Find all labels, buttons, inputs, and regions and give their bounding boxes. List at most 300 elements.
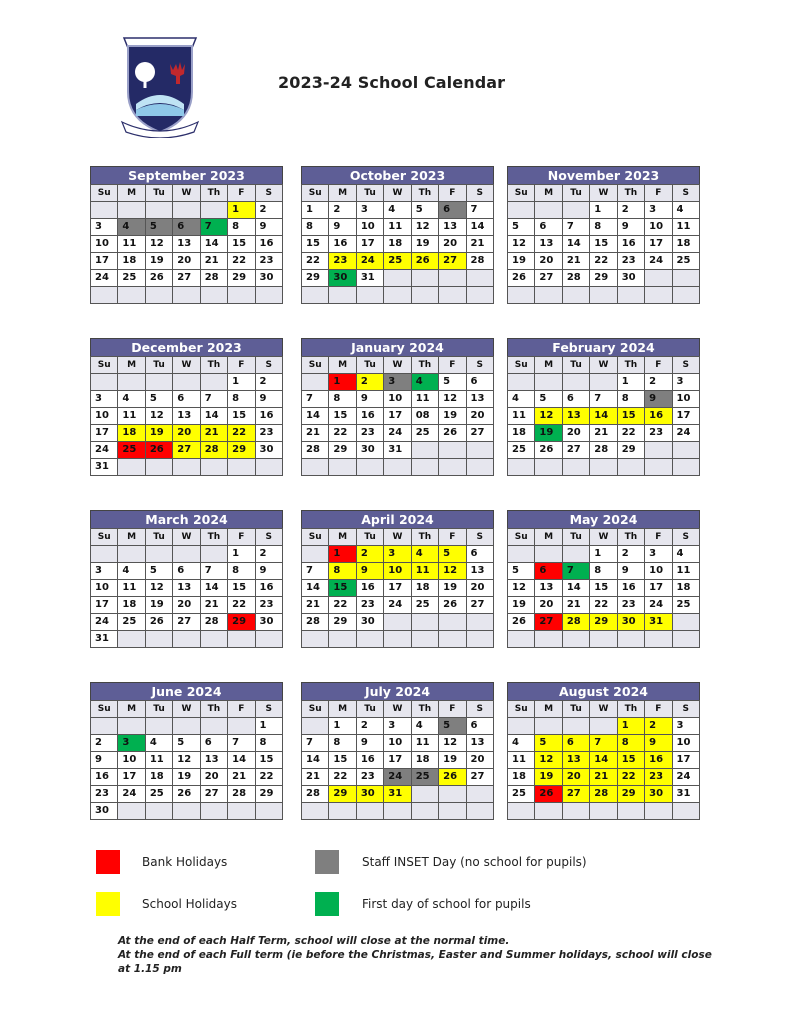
day-cell: 8 (228, 391, 255, 408)
empty-day-cell (173, 546, 200, 563)
weekday-label: Th (411, 701, 438, 718)
month-days-table (90, 356, 283, 476)
empty-day-cell (200, 202, 227, 219)
weekday-label: S (466, 529, 493, 546)
day-cell: 20 (562, 425, 589, 442)
day-cell: 9 (645, 735, 672, 752)
empty-day-cell (228, 287, 255, 304)
empty-day-cell (562, 546, 589, 563)
day-cell: 29 (228, 270, 255, 287)
day-cell: 12 (145, 408, 172, 425)
day-cell: 13 (439, 219, 466, 236)
month-calendar (90, 166, 283, 304)
day-cell: 7 (302, 563, 329, 580)
day-cell: 26 (173, 786, 200, 803)
day-cell: 23 (255, 425, 282, 442)
day-cell: 8 (590, 219, 617, 236)
week-row (91, 442, 283, 459)
month-calendar (507, 166, 700, 304)
day-cell: 10 (118, 752, 145, 769)
day-cell: 31 (91, 631, 118, 648)
day-cell: 10 (91, 580, 118, 597)
month-days-table (301, 700, 494, 820)
weekday-label: Tu (562, 357, 589, 374)
legend-swatch-inset-day (315, 850, 339, 874)
weekday-label: Th (411, 185, 438, 202)
weekday-label: F (439, 701, 466, 718)
day-cell: 26 (145, 442, 172, 459)
month-days-table (90, 700, 283, 820)
empty-day-cell (145, 287, 172, 304)
day-cell: 20 (466, 408, 493, 425)
day-cell: 1 (329, 374, 356, 391)
day-cell: 24 (645, 253, 672, 270)
day-cell: 13 (466, 563, 493, 580)
empty-day-cell (173, 287, 200, 304)
day-cell: 1 (617, 718, 644, 735)
day-cell: 6 (466, 718, 493, 735)
week-row (302, 718, 494, 735)
week-row (91, 546, 283, 563)
day-cell: 29 (617, 786, 644, 803)
week-row (508, 374, 700, 391)
day-cell: 31 (91, 459, 118, 476)
day-cell: 5 (508, 219, 535, 236)
day-cell: 24 (672, 769, 699, 786)
empty-day-cell (255, 287, 282, 304)
legend-swatch-bank-holidays (96, 850, 120, 874)
footer-note-half-term: At the end of each Half Term, school will close at the normal time. (118, 935, 510, 947)
empty-day-cell (672, 442, 699, 459)
day-cell: 7 (200, 219, 227, 236)
day-cell: 26 (145, 270, 172, 287)
empty-day-cell (562, 803, 589, 820)
day-cell: 15 (228, 236, 255, 253)
day-cell: 5 (145, 563, 172, 580)
week-row (508, 580, 700, 597)
day-cell: 23 (329, 253, 356, 270)
week-row (508, 236, 700, 253)
weekday-label: Su (91, 357, 118, 374)
day-cell: 1 (255, 718, 282, 735)
day-cell: 28 (228, 786, 255, 803)
day-cell: 11 (118, 580, 145, 597)
empty-day-cell (617, 803, 644, 820)
weekday-label: Tu (356, 357, 383, 374)
day-cell: 30 (255, 442, 282, 459)
day-cell: 29 (228, 442, 255, 459)
day-cell: 1 (329, 546, 356, 563)
day-cell: 16 (617, 580, 644, 597)
empty-day-cell (645, 287, 672, 304)
week-row (91, 631, 283, 648)
legend-label-bank-holidays: Bank Holidays (142, 855, 228, 869)
day-cell: 27 (466, 425, 493, 442)
empty-day-cell (118, 718, 145, 735)
day-cell: 28 (466, 253, 493, 270)
day-cell: 15 (590, 236, 617, 253)
day-cell: 11 (411, 735, 438, 752)
day-cell: 25 (118, 442, 145, 459)
weekday-label: Su (91, 185, 118, 202)
day-cell: 14 (200, 580, 227, 597)
day-cell: 21 (302, 769, 329, 786)
day-cell: 22 (590, 253, 617, 270)
week-row (508, 391, 700, 408)
day-cell: 28 (302, 614, 329, 631)
day-cell: 25 (145, 786, 172, 803)
weekday-label: W (173, 701, 200, 718)
empty-day-cell (145, 803, 172, 820)
day-cell: 27 (173, 270, 200, 287)
month-title: June 2024 (90, 682, 283, 700)
weekday-label: M (329, 185, 356, 202)
day-cell: 13 (173, 408, 200, 425)
empty-day-cell (145, 631, 172, 648)
empty-day-cell (302, 631, 329, 648)
week-row (91, 752, 283, 769)
day-cell: 3 (91, 219, 118, 236)
weekday-label: Tu (562, 529, 589, 546)
day-cell: 12 (508, 236, 535, 253)
week-row (302, 631, 494, 648)
weekday-label: W (384, 185, 411, 202)
day-cell: 8 (228, 563, 255, 580)
day-cell: 3 (118, 735, 145, 752)
legend-label-inset-day: Staff INSET Day (no school for pupils) (362, 855, 587, 869)
day-cell: 30 (645, 786, 672, 803)
day-cell: 21 (302, 425, 329, 442)
empty-day-cell (302, 287, 329, 304)
week-row (302, 425, 494, 442)
day-cell: 16 (645, 408, 672, 425)
empty-day-cell (466, 614, 493, 631)
week-row (91, 391, 283, 408)
weekday-header-row (302, 357, 494, 374)
week-row (91, 614, 283, 631)
empty-day-cell (439, 270, 466, 287)
day-cell: 15 (329, 752, 356, 769)
week-row (91, 735, 283, 752)
weekday-label: Th (411, 529, 438, 546)
empty-day-cell (590, 803, 617, 820)
empty-day-cell (91, 546, 118, 563)
weekday-label: W (384, 357, 411, 374)
empty-day-cell (590, 287, 617, 304)
day-cell: 22 (228, 597, 255, 614)
weekday-header-row (302, 529, 494, 546)
week-row (91, 287, 283, 304)
weekday-header-row (91, 357, 283, 374)
month-days-table (507, 700, 700, 820)
weekday-label: Th (200, 185, 227, 202)
empty-day-cell (466, 459, 493, 476)
day-cell: 31 (645, 614, 672, 631)
day-cell: 18 (508, 769, 535, 786)
day-cell: 5 (439, 718, 466, 735)
empty-day-cell (508, 287, 535, 304)
day-cell: 25 (411, 425, 438, 442)
day-cell: 2 (356, 374, 383, 391)
empty-day-cell (535, 374, 562, 391)
day-cell: 12 (439, 391, 466, 408)
day-cell: 10 (91, 236, 118, 253)
empty-day-cell (118, 803, 145, 820)
weekday-header-row (91, 701, 283, 718)
day-cell: 10 (91, 408, 118, 425)
empty-day-cell (535, 631, 562, 648)
day-cell: 30 (255, 270, 282, 287)
day-cell: 9 (356, 735, 383, 752)
day-cell: 6 (562, 735, 589, 752)
day-cell: 9 (255, 219, 282, 236)
empty-day-cell (200, 718, 227, 735)
day-cell: 4 (118, 219, 145, 236)
day-cell: 4 (118, 391, 145, 408)
day-cell: 20 (562, 769, 589, 786)
day-cell: 1 (302, 202, 329, 219)
day-cell: 15 (255, 752, 282, 769)
day-cell: 5 (411, 202, 438, 219)
month-calendar (301, 338, 494, 476)
day-cell: 28 (200, 614, 227, 631)
empty-day-cell (302, 459, 329, 476)
day-cell: 7 (302, 391, 329, 408)
month-calendar (301, 166, 494, 304)
footer-notes (118, 934, 718, 976)
day-cell: 6 (535, 563, 562, 580)
day-cell: 6 (466, 374, 493, 391)
empty-day-cell (173, 718, 200, 735)
empty-day-cell (439, 786, 466, 803)
page-title: 2023-24 School Calendar (278, 73, 506, 92)
day-cell: 30 (356, 786, 383, 803)
day-cell: 12 (508, 580, 535, 597)
empty-day-cell (356, 631, 383, 648)
day-cell: 2 (91, 735, 118, 752)
weekday-label: Th (617, 185, 644, 202)
day-cell: 2 (617, 546, 644, 563)
day-cell: 18 (411, 580, 438, 597)
day-cell: 5 (145, 219, 172, 236)
day-cell: 15 (617, 752, 644, 769)
month-title: April 2024 (301, 510, 494, 528)
day-cell: 25 (508, 442, 535, 459)
day-cell: 21 (590, 769, 617, 786)
day-cell: 17 (356, 236, 383, 253)
week-row (508, 735, 700, 752)
day-cell: 14 (562, 236, 589, 253)
day-cell: 12 (411, 219, 438, 236)
week-row (91, 270, 283, 287)
day-cell: 14 (228, 752, 255, 769)
empty-day-cell (535, 287, 562, 304)
day-cell: 21 (200, 425, 227, 442)
weekday-label: Su (302, 701, 329, 718)
week-row (508, 287, 700, 304)
day-cell: 25 (384, 253, 411, 270)
day-cell: 24 (384, 769, 411, 786)
day-cell: 20 (173, 425, 200, 442)
day-cell: 11 (411, 391, 438, 408)
day-cell: 23 (617, 597, 644, 614)
day-cell: 12 (145, 236, 172, 253)
empty-day-cell (535, 546, 562, 563)
day-cell: 2 (356, 546, 383, 563)
day-cell: 17 (91, 253, 118, 270)
day-cell: 11 (145, 752, 172, 769)
weekday-label: S (672, 701, 699, 718)
day-cell: 7 (466, 202, 493, 219)
day-cell: 17 (91, 597, 118, 614)
day-cell: 17 (384, 580, 411, 597)
empty-day-cell (118, 631, 145, 648)
week-row (302, 253, 494, 270)
day-cell: 1 (228, 546, 255, 563)
day-cell: 10 (672, 391, 699, 408)
empty-day-cell (173, 803, 200, 820)
day-cell: 5 (535, 391, 562, 408)
day-cell: 21 (228, 769, 255, 786)
month-days-table (301, 184, 494, 304)
empty-day-cell (590, 631, 617, 648)
day-cell: 4 (411, 718, 438, 735)
empty-day-cell (329, 803, 356, 820)
day-cell: 13 (535, 580, 562, 597)
day-cell: 31 (356, 270, 383, 287)
weekday-label: Tu (145, 529, 172, 546)
empty-day-cell (466, 786, 493, 803)
week-row (91, 769, 283, 786)
empty-day-cell (356, 803, 383, 820)
day-cell: 4 (145, 735, 172, 752)
day-cell: 22 (617, 769, 644, 786)
day-cell: 31 (384, 786, 411, 803)
month-calendar (507, 338, 700, 476)
empty-day-cell (617, 459, 644, 476)
weekday-label: Su (508, 701, 535, 718)
empty-day-cell (508, 202, 535, 219)
day-cell: 27 (562, 442, 589, 459)
day-cell: 21 (200, 253, 227, 270)
day-cell: 10 (384, 391, 411, 408)
weekday-label: W (590, 185, 617, 202)
empty-day-cell (255, 803, 282, 820)
day-cell: 28 (302, 442, 329, 459)
weekday-label: W (590, 701, 617, 718)
empty-day-cell (508, 546, 535, 563)
day-cell: 1 (590, 202, 617, 219)
day-cell: 22 (329, 597, 356, 614)
day-cell: 27 (173, 614, 200, 631)
day-cell: 15 (228, 408, 255, 425)
day-cell: 8 (329, 391, 356, 408)
day-cell: 08 (411, 408, 438, 425)
day-cell: 1 (329, 718, 356, 735)
week-row (508, 803, 700, 820)
empty-day-cell (145, 202, 172, 219)
day-cell: 4 (508, 735, 535, 752)
weekday-label: S (466, 701, 493, 718)
day-cell: 21 (466, 236, 493, 253)
day-cell: 23 (645, 425, 672, 442)
day-cell: 27 (466, 597, 493, 614)
day-cell: 16 (91, 769, 118, 786)
day-cell: 11 (384, 219, 411, 236)
empty-day-cell (302, 803, 329, 820)
day-cell: 6 (173, 391, 200, 408)
day-cell: 6 (535, 219, 562, 236)
weekday-label: Th (200, 357, 227, 374)
day-cell: 12 (145, 580, 172, 597)
day-cell: 22 (255, 769, 282, 786)
month-title: January 2024 (301, 338, 494, 356)
weekday-label: W (590, 357, 617, 374)
empty-day-cell (255, 459, 282, 476)
day-cell: 8 (590, 563, 617, 580)
week-row (302, 459, 494, 476)
day-cell: 19 (145, 253, 172, 270)
week-row (302, 597, 494, 614)
empty-day-cell (384, 459, 411, 476)
empty-day-cell (562, 631, 589, 648)
empty-day-cell (508, 803, 535, 820)
weekday-label: W (384, 529, 411, 546)
day-cell: 21 (562, 597, 589, 614)
day-cell: 28 (200, 270, 227, 287)
month-days-table (301, 528, 494, 648)
empty-day-cell (228, 803, 255, 820)
day-cell: 2 (255, 546, 282, 563)
empty-day-cell (384, 270, 411, 287)
day-cell: 5 (535, 735, 562, 752)
day-cell: 3 (91, 391, 118, 408)
day-cell: 29 (329, 786, 356, 803)
month-calendar (507, 510, 700, 648)
week-row (91, 597, 283, 614)
month-calendar (301, 682, 494, 820)
day-cell: 19 (439, 408, 466, 425)
empty-day-cell (535, 718, 562, 735)
day-cell: 1 (228, 202, 255, 219)
day-cell: 30 (617, 614, 644, 631)
day-cell: 8 (302, 219, 329, 236)
week-row (91, 425, 283, 442)
weekday-label: Tu (356, 185, 383, 202)
weekday-label: Su (91, 529, 118, 546)
weekday-label: F (645, 529, 672, 546)
day-cell: 5 (439, 374, 466, 391)
week-row (91, 374, 283, 391)
day-cell: 14 (590, 752, 617, 769)
day-cell: 11 (118, 236, 145, 253)
weekday-header-row (508, 529, 700, 546)
week-row (91, 253, 283, 270)
weekday-header-row (91, 529, 283, 546)
day-cell: 20 (200, 769, 227, 786)
weekday-label: M (329, 529, 356, 546)
week-row (302, 735, 494, 752)
weekday-label: Su (302, 185, 329, 202)
day-cell: 9 (645, 391, 672, 408)
day-cell: 5 (508, 563, 535, 580)
weekday-label: W (173, 185, 200, 202)
month-title: August 2024 (507, 682, 700, 700)
empty-day-cell (356, 287, 383, 304)
day-cell: 20 (535, 253, 562, 270)
weekday-label: Su (91, 701, 118, 718)
week-row (302, 563, 494, 580)
